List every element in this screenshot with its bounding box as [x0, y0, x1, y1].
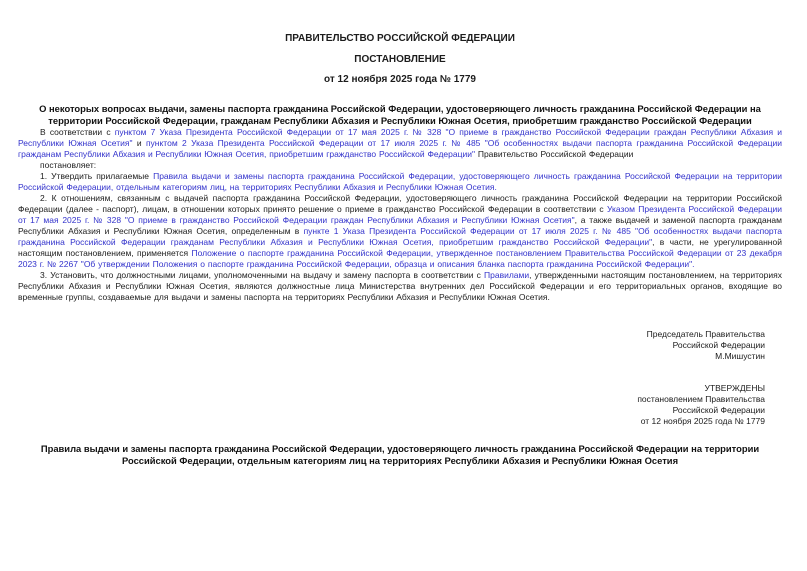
document-title: О некоторых вопросах выдачи, замены паспорта гражданина Российской Федерации, удостоверяющего личность гражданина Российской Федерации на территории Российской Федерации, гражданам Республики Абхазия и Республики Южная Осетия, приобретшим гражданство Российской Федерации — [39, 103, 761, 126]
approved-date-number: от 12 ноября 2025 года № 1779 — [640, 416, 765, 426]
doc-link[interactable]: Правила выдачи и замены паспорта гражданина Российской Федерации, удостоверяющего личность гражданина Российской Федерации на территории Российской Федерации, отдельным категориям лиц, на территориях Республики Абхазия и Республики Южная Осетия. — [18, 171, 782, 192]
doc-link[interactable]: Правилами — [484, 270, 530, 280]
text-run: , а также выдачей и заменой паспорта гражданам Республики Абхазия и Республики Южная Осетия, определенным в — [18, 215, 782, 236]
text-run: , в части, не урегулированной настоящим постановлением, применяется — [18, 237, 782, 258]
annex-title: Правила выдачи и замены паспорта гражданина Российской Федерации, удостоверяющего личность гражданина Российской Федерации на территории Российской Федерации, отдельным категориям лиц на территориях Республики Абхазия и Республики Южная Осетия — [40, 443, 760, 466]
doc-link[interactable]: пункте 1 Указа Президента Российской Федерации от 17 июля 2025 г. № 485 "Об особенностях выдачи паспорта гражданина Российской Федерации гражданам Республики Абхазия и Республики Южная Осетия, приобретшим гражданство Российской Федерации" — [18, 226, 782, 247]
doc-link[interactable]: Положение о паспорте гражданина Российской Федерации, утвержденное постановлением Правительства Российской Федерации от 23 декабря 2023 г. № 2267 "Об утверждении Положения о паспорте гражданина Российской Федерации, образца и описания бланка паспорта гражданина Российской Федерации". — [18, 248, 783, 269]
approved-by-line-2: Российской Федерации — [672, 405, 765, 415]
text-run: 1. Утвердить прилагаемые — [40, 171, 154, 181]
paragraph-item-3 — [18, 270, 782, 303]
signature-position-line-1: Председатель Правительства — [646, 329, 765, 339]
paragraph-intro — [18, 127, 782, 160]
header-organization: ПРАВИТЕЛЬСТВО РОССИЙСКОЙ ФЕДЕРАЦИИ — [285, 33, 515, 44]
text-run: Правительство Российской Федерации — [474, 149, 634, 159]
header-doc-type: ПОСТАНОВЛЕНИЕ — [354, 54, 446, 65]
text-run: и — [132, 138, 146, 148]
text-run: 2. К отношениям, связанным с выдачей паспорта гражданина Российской Федерации, удостоверяющего личность гражданина Российской Федерации на территории Российской Федерации (далее - паспорт), лицам, в отношении которых принято решение о приеме в гражданство Российской Федерации в соответствии с — [18, 193, 782, 214]
paragraph-resolves: постановляет: — [40, 160, 97, 170]
doc-link[interactable]: Указом Президента Российской Федерации от 17 мая 2025 г. № 328 "О приеме в гражданство Российской Федерации граждан Республики Абхазия и Республики Южная Осетия" — [18, 204, 782, 225]
paragraph-item-1 — [18, 171, 782, 193]
approved-label: УТВЕРЖДЕНЫ — [704, 383, 765, 393]
text-run: 3. Установить, что должностными лицами, уполномоченными на выдачу и замену паспорта в соответствии с — [40, 270, 485, 280]
approved-block — [18, 383, 782, 427]
text-run: В соответствии с — [40, 127, 115, 137]
header-date-number: от 12 ноября 2025 года № 1779 — [324, 74, 476, 85]
doc-link[interactable]: пунктом 7 Указа Президента Российской Федерации от 17 мая 2025 г. № 328 "О приеме в гражданство Российской Федерации граждан Республики Абхазия и Республики Южная Осетия" — [18, 127, 783, 148]
signature-name: М.Мишустин — [715, 351, 765, 361]
doc-link[interactable]: пунктом 2 Указа Президента Российской Федерации от 17 июля 2025 г. № 485 "Об особенностях выдачи паспорта гражданина Российской Федерации гражданам Республики Абхазия и Республики Южная Осетия, приобретшим гражданство Российской Федерации" — [18, 138, 782, 159]
approved-by-line-1: постановлением Правительства — [637, 394, 765, 404]
text-run: , утвержденными настоящим постановлением, на территориях Республики Абхазия и Республики Южная Осетия, являются должностные лица Министерства внутренних дел Российской Федерации и его территориальных органов, входящие во временные группы, создаваемые для выдачи и замены паспорта на территориях Республики Абхазия и Республики Южная Осетия. — [18, 270, 782, 302]
signature-block — [18, 329, 782, 362]
signature-position-line-2: Российской Федерации — [672, 340, 765, 350]
paragraph-item-2 — [18, 193, 782, 270]
